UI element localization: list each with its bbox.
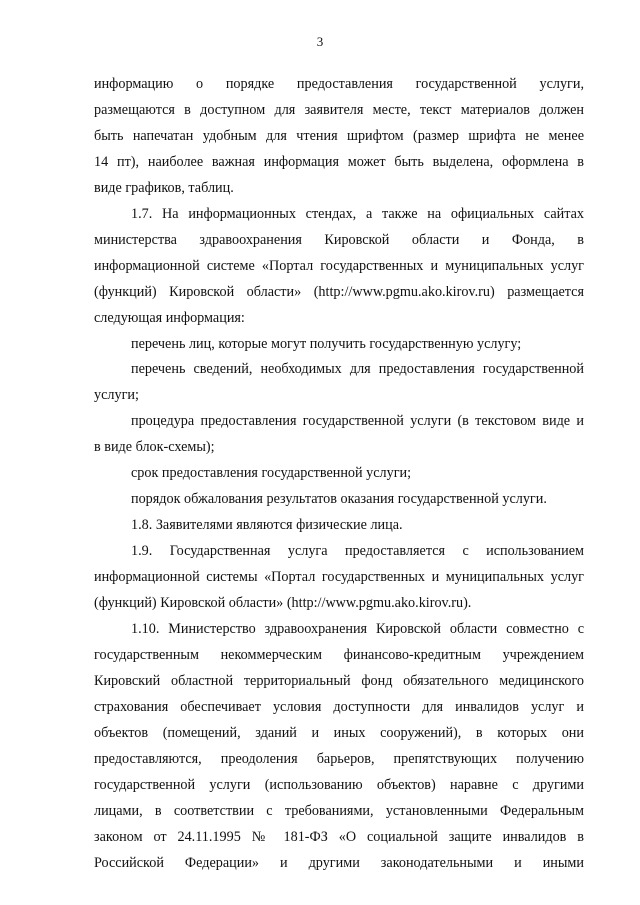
text-line: виде графиков, таблиц. <box>94 180 234 196</box>
text-line: государственной услуги (использованию объектов) наравне с другими <box>94 777 584 793</box>
text-line: быть напечатан удобным для чтения шрифтом (размер шрифта не менее <box>94 128 584 144</box>
text-line: (функций) Кировской области» (http://www.pgmu.ako.kirov.ru). <box>94 595 472 611</box>
text-line: в виде блок-схемы); <box>94 439 215 455</box>
text-line: информацию о порядке предоставления государственной услуги, <box>94 76 584 92</box>
text-line: информационной системы «Портал государственных и муниципальных услуг <box>94 569 584 585</box>
text-line: перечень сведений, необходимых для предоставления государственной <box>131 361 584 377</box>
text-line: 14 пт), наиболее важная информация может быть выделена, оформлена в <box>94 154 584 170</box>
text-line: государственным некоммерческим финансово-кредитным учреждением <box>94 647 584 663</box>
text-line: перечень лиц, которые могут получить государственную услугу; <box>131 336 522 352</box>
text-line: (функций) Кировской области» (http://www.pgmu.ako.kirov.ru) размещается <box>94 284 584 300</box>
text-line: процедура предоставления государственной услуги (в текстовом виде и <box>131 413 584 429</box>
text-line: информационной системе «Портал государственных и муниципальных услуг <box>94 258 584 274</box>
text-line: размещаются в доступном для заявителя месте, текст материалов должен <box>94 102 584 118</box>
text-line: Российской Федерации» и другими законодательными и иными <box>94 855 584 871</box>
text-line: следующая информация: <box>94 310 245 326</box>
text-line: страхования обеспечивает условия доступности для инвалидов услуг и <box>94 699 584 715</box>
text-line: Кировский областной территориальный фонд обязательного медицинского <box>94 673 584 689</box>
text-line: 1.8. Заявителями являются физические лица. <box>131 517 403 533</box>
text-line: 1.9. Государственная услуга предоставляется с использованием <box>131 543 584 559</box>
text-line: 1.10. Министерство здравоохранения Кировской области совместно с <box>131 621 584 637</box>
text-line: предоставляются, преодоления барьеров, препятствующих получению <box>94 751 584 767</box>
page-number: 3 <box>316 34 324 49</box>
text-line: объектов (помещений, зданий и иных сооружений), в которых они <box>94 725 584 741</box>
text-line: 1.7. На информационных стендах, а также на официальных сайтах <box>131 206 584 222</box>
text-line: порядок обжалования результатов оказания государственной услуги. <box>131 491 547 507</box>
text-line: срок предоставления государственной услуги; <box>131 465 412 481</box>
text-line: услуги; <box>94 387 139 403</box>
text-line: лицами, в соответствии с требованиями, установленными Федеральным <box>94 803 584 819</box>
text-line: министерства здравоохранения Кировской области и Фонда, в <box>94 232 584 248</box>
text-line: законом от 24.11.1995 № 181-ФЗ «О социальной защите инвалидов в <box>94 829 584 845</box>
